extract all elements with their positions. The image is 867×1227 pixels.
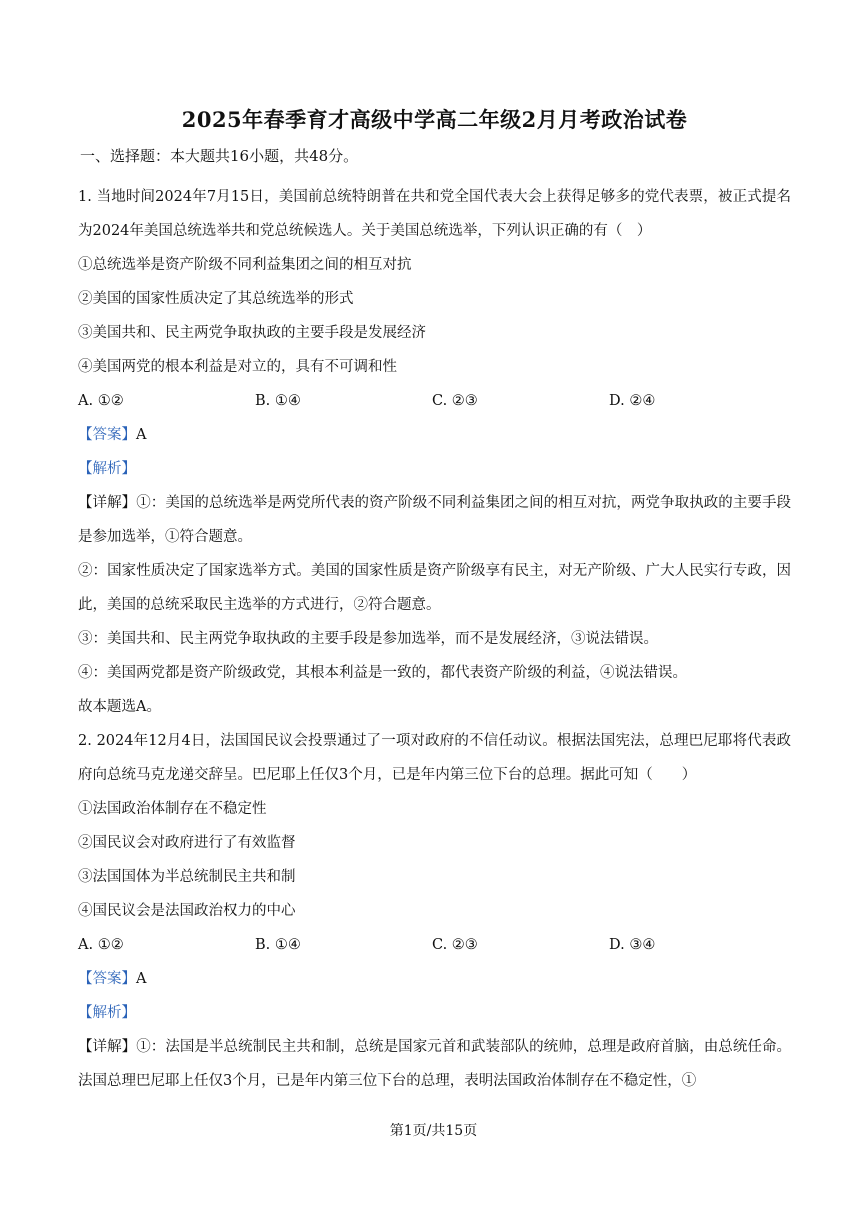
option-d: D. ③④: [609, 937, 656, 953]
analysis-tag: 【解析】: [78, 1005, 136, 1021]
page-footer: 第1页/共15页: [389, 1123, 478, 1139]
answer-tag: 【答案】: [78, 427, 136, 443]
statement-item: ④国民议会是法国政治权力的中心: [78, 903, 296, 919]
answer-value: A: [136, 427, 147, 443]
detail-paragraph: [78, 1030, 791, 1098]
option-c: C. ②③: [432, 937, 478, 953]
option-d: D. ②④: [609, 393, 656, 409]
answer-tag: 【答案】: [78, 971, 136, 987]
option-b: B. ①④: [255, 937, 301, 953]
option-a: A. ①②: [78, 937, 124, 953]
analysis-line: [78, 452, 791, 486]
question-stem: 2. 2024年12月4日，法国国民议会投票通过了一项对政府的不信任动议。根据法国宪法，总理巴尼耶将代表政府向总统马克龙递交辞呈。巴尼耶上任仅3个月，已是年内第三位下台的总理。据此可知（ ）: [78, 733, 791, 783]
detail-tag: 【详解】: [78, 495, 137, 511]
answer-options: [78, 384, 791, 418]
statement-item: ②国民议会对政府进行了有效监督: [78, 835, 296, 851]
statement-item: ①法国政治体制存在不稳定性: [78, 801, 267, 817]
answer-line: [78, 418, 791, 452]
question-stem: 1. 当地时间2024年7月15日，美国前总统特朗普在共和党全国代表大会上获得足够多的党代表票，被正式提名为2024年美国总统选举共和党总统候选人。关于美国总统选举，下列认识正确的有（ ）: [78, 189, 791, 239]
question-1: [78, 180, 791, 724]
statement-item: ③法国国体为半总统制民主共和制: [78, 869, 296, 885]
analysis-line: [78, 996, 791, 1030]
statement-item: ③美国共和、民主两党争取执政的主要手段是发展经济: [78, 325, 426, 341]
statement-item: ①总统选举是资产阶级不同利益集团之间的相互对抗: [78, 257, 412, 273]
detail-paragraph: [78, 486, 791, 554]
conclusion: 故本题选A。: [78, 699, 161, 715]
detail-paragraph: ③：美国共和、民主两党争取执政的主要手段是参加选举，而不是发展经济，③说法错误。: [78, 631, 658, 647]
statement-item: ④美国两党的根本利益是对立的，具有不可调和性: [78, 359, 397, 375]
option-b: B. ①④: [255, 393, 301, 409]
page-title: 2025年春季育才高级中学高二年级2月月考政治试卷: [181, 107, 688, 132]
detail-text: ①：法国是半总统制民主共和制，总统是国家元首和武装部队的统帅，总理是政府首脑，由总统任命。法国总理巴尼耶上任仅3个月，已是年内第三位下台的总理，表明法国政治体制存在不稳定性，①: [78, 1039, 792, 1089]
section-heading: 一、选择题：本大题共16小题，共48分。: [80, 147, 359, 165]
answer-line: [78, 962, 791, 996]
detail-paragraph: ②：国家性质决定了国家选举方式。美国的国家性质是资产阶级享有民主，对无产阶级、广大人民实行专政，因此，美国的总统采取民主选举的方式进行，②符合题意。: [78, 563, 791, 613]
detail-paragraph: ④：美国两党都是资产阶级政党，其根本利益是一致的，都代表资产阶级的利益，④说法错误。: [78, 665, 687, 681]
analysis-tag: 【解析】: [78, 461, 136, 477]
detail-tag: 【详解】: [78, 1039, 137, 1055]
option-a: A. ①②: [78, 393, 124, 409]
answer-value: A: [136, 971, 147, 987]
option-c: C. ②③: [432, 393, 478, 409]
answer-options: [78, 928, 791, 962]
question-2: [78, 724, 791, 1098]
statement-item: ②美国的国家性质决定了其总统选举的形式: [78, 291, 354, 307]
detail-text: ①：美国的总统选举是两党所代表的资产阶级不同利益集团之间的相互对抗，两党争取执政的主要手段是参加选举，①符合题意。: [78, 495, 792, 545]
